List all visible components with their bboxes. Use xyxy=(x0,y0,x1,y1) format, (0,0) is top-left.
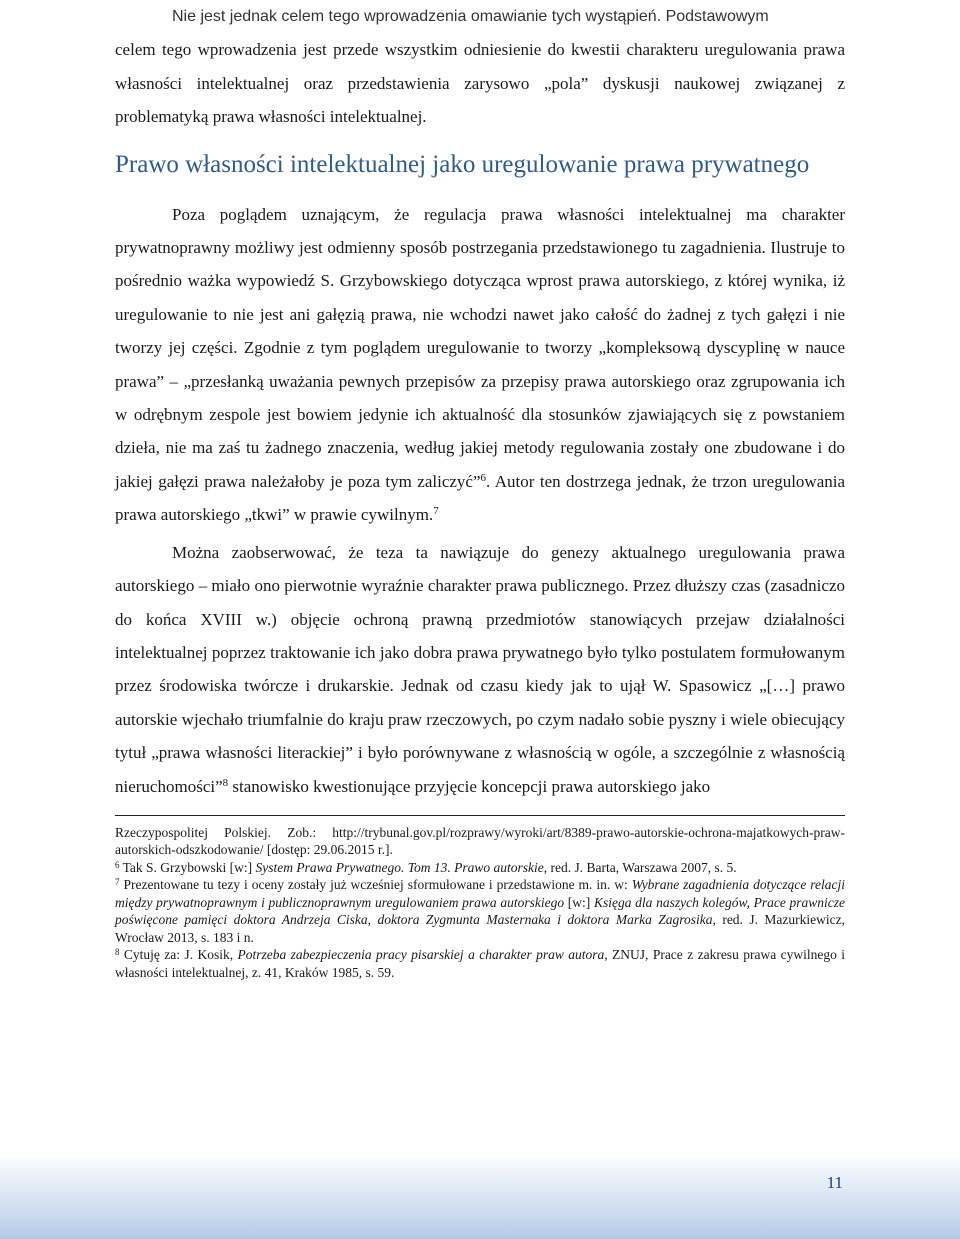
footnote-8-text-a: Cytuję za: J. Kosik, xyxy=(119,947,238,963)
footnote-7-number: 7 xyxy=(115,877,120,888)
footnote-8-title: Potrzeba zabezpieczenia pracy pisarskiej a charakter praw autora xyxy=(237,947,605,963)
intro-first-line-text: Nie jest jednak celem tego wprowadzenia omawianie tych wystąpień. Podstawowym xyxy=(172,8,769,25)
footnotes xyxy=(115,824,845,982)
document-page xyxy=(115,0,845,981)
page-footer-band xyxy=(0,1155,960,1239)
paragraph-2-text-b: stanowisko kwestionujące przyjęcie koncepcji prawa autorskiego jako xyxy=(228,776,711,796)
footnote-8 xyxy=(115,946,845,981)
footnote-6-title: System Prawa Prywatnego. Tom 13. Prawo autorskie xyxy=(255,859,544,875)
footnote-7-text-a: Prezentowane tu tezy i oceny zostały już wcześniej sformułowane i przedstawione m. in. w: xyxy=(119,877,632,893)
footnote-6-text-b: , red. J. Barta, Warszawa 2007, s. 5. xyxy=(543,859,737,875)
footnote-6-number: 6 xyxy=(115,859,120,870)
footnote-ref-8[interactable]: 8 xyxy=(222,776,229,789)
footnote-ref-6[interactable]: 6 xyxy=(480,471,487,484)
footnote-separator xyxy=(115,815,845,816)
paragraph-2-text-a: Można zaobserwować, że teza ta nawiązuje do genezy aktualnego uregulowania prawa autorskiego – miało ono pierwotnie wyraźnie charakter prawa publicznego. Przez dłuższy czas (zasadniczo do końca XVIII w.) objęcie ochroną prawną przedmiotów stanowiących przejaw działalności intelektualnej poprzez traktowanie ich jako dobra prawa prywatnego było tylko postulatem formułowanym przez środowiska twórcze i drukarskie. Jednak od czasu kiedy jak to ujął W. Spasowicz „[…] prawo autorskie wjechało triumfalnie do kraju praw rzeczowych, po czym nadało sobie pyszny i wiele obiecujący tytuł „prawa własności literackiej” i było porównywane z własnością w ogóle, a szczególnie z własnością nieruchomości” xyxy=(115,542,845,796)
page-number: 11 xyxy=(826,1173,843,1192)
intro-first-line xyxy=(172,0,845,33)
paragraph-1-text-a: Poza poglądem uznającym, że regulacja prawa własności intelektualnej ma charakter prywatnoprawny możliwy jest odmienny sposób postrzegania przedstawionego tu zagadnienia. Ilustruje to pośrednio ważka wypowiedź S. Grzybowskiego dotycząca wprost prawa autorskiego, z której wynika, iż uregulowanie to nie jest ani gałęzią prawa, nie wchodzi nawet jako całość do żadnej z tych gałęzi i nie tworzy jej części. Zgodnie z tym poglądem uregulowanie to tworzy „kompleksową dyscyplinę w nauce prawa” – „przesłanką uważania pewnych przepisów za przepisy prawa autorskiego oraz zgrupowania ich w odrębnym zespole jest bowiem jedynie ich aktualność dla stosunków zjawiających się z powstaniem dzieła, nie ma zaś tu żadnego znaczenia, według jakiej metody regulowania zostały one zbudowane i do jakiej gałęzi prawa należałoby je poza tym zaliczyć” xyxy=(115,204,845,491)
footnote-7-title-2: Księga dla naszych kolegów, Prace prawnicze poświęcone pamięci doktora Andrzeja Ciska, doktora Zygmunta Masternaka i doktora Marka Zagrosika xyxy=(115,894,846,928)
footnote-ref-7[interactable]: 7 xyxy=(433,505,439,518)
footnote-7-text-b: [w:] xyxy=(564,894,594,910)
footnote-6 xyxy=(115,859,845,877)
intro-paragraph xyxy=(115,33,845,133)
footnote-continuation: Rzeczypospolitej Polskiej. Zob.: http://trybunal.gov.pl/rozprawy/wyroki/art/8389-prawo-autorskie-ochrona-majatkowych-praw-autorskich-odszkodowanie/ [dostęp: 29.06.2015 r.]. xyxy=(115,824,845,858)
footnote-7-text-c: , red. J. Mazurkiewicz, Wrocław 2013, s. 183 i n. xyxy=(115,912,845,945)
intro-rest-text: celem tego wprowadzenia jest przede wszystkim odniesienie do kwestii charakteru uregulowania prawa własności intelektualnej oraz przedstawienia zarysowo „pola” dyskusji naukowej związanej z problematyką prawa własności intelektualnej. xyxy=(115,40,845,127)
footnote-6-text-a: Tak S. Grzybowski [w:] xyxy=(119,859,256,875)
paragraph-2 xyxy=(115,536,845,803)
footnote-7 xyxy=(115,876,845,946)
footnote-7-title-1: Wybrane zagadnienia dotyczące relacji między prywatnoprawnym i publicznoprawnym uregulowaniem prawa autorskiego xyxy=(115,877,846,910)
footnote-8-text-b: , ZNUJ, Prace z zakresu prawa cywilnego i własności intelektualnej, z. 41, Kraków 1985, s. 59. xyxy=(115,947,845,980)
footnote-8-number: 8 xyxy=(115,947,120,958)
paragraph-1-text-b: . Autor ten dostrzega jednak, że trzon uregulowania prawa autorskiego „tkwi” w prawie cywilnym. xyxy=(115,471,846,525)
section-heading: Prawo własności intelektualnej jako uregulowanie prawa prywatnego xyxy=(115,150,810,178)
paragraph-1 xyxy=(115,198,845,532)
